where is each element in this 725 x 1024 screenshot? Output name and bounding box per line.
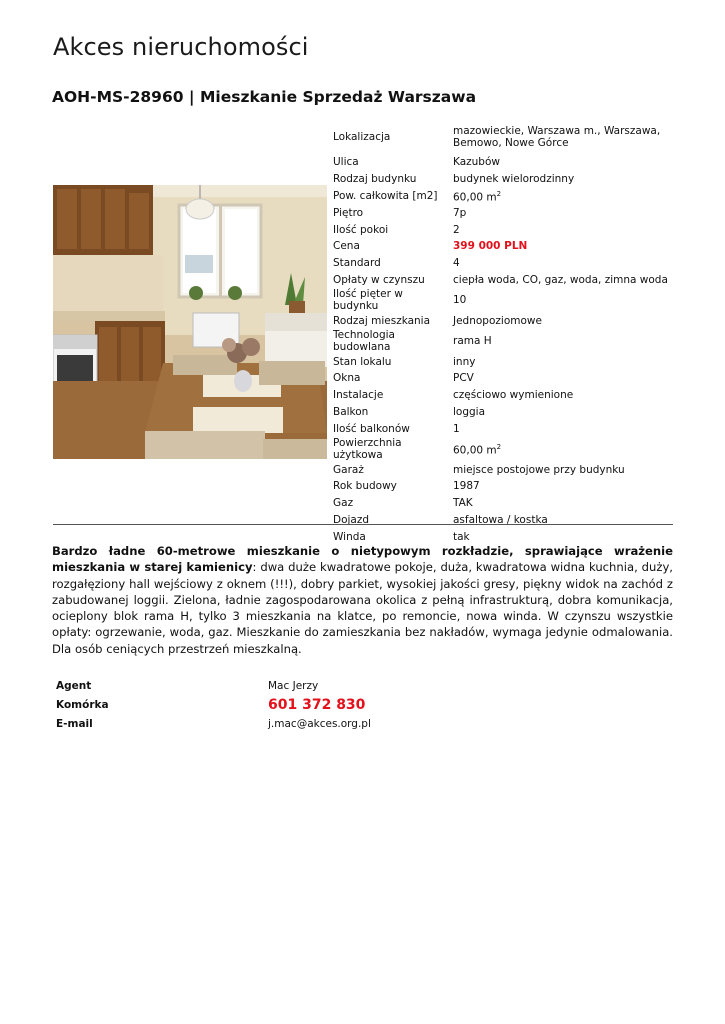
agent-contact [53, 676, 374, 733]
detail-value: asfaltowa / kostka [453, 513, 548, 526]
details-table [330, 120, 673, 545]
area-value: 60,00 m [453, 191, 497, 204]
detail-row [330, 512, 673, 529]
detail-label: Gaz [333, 497, 354, 510]
detail-row [330, 461, 673, 478]
description-lead: Bardzo ładne 60-metrowe mieszkanie o nietypowym rozkładzie, sprawiające wrażenie mieszkania w starej kamienicy [52, 544, 673, 575]
detail-value: ciepła woda, CO, gaz, woda, zimna woda [453, 273, 668, 286]
detail-value: Jednopoziomowe [453, 314, 542, 327]
detail-label: Ilość balkonów [333, 422, 410, 435]
description [52, 543, 673, 657]
detail-value: miejsce postojowe przy budynku [453, 463, 625, 476]
detail-label: Okna [333, 372, 361, 385]
detail-value: 1 [453, 422, 460, 435]
detail-row [330, 204, 673, 221]
detail-label: Rok budowy [333, 480, 397, 493]
detail-value: TAK [453, 497, 473, 510]
detail-value: 1987 [453, 480, 480, 493]
detail-row [330, 312, 673, 329]
agent-name: Mac Jerzy [268, 679, 319, 692]
detail-value: 10 [453, 294, 467, 307]
detail-row [330, 370, 673, 387]
detail-value [450, 188, 673, 205]
email-link[interactable]: j.mac@akces.org.pl [268, 717, 371, 730]
detail-value: budynek wielorodzinny [453, 173, 575, 186]
detail-value: inny [453, 355, 476, 368]
detail-label: Ulica [333, 156, 359, 169]
detail-value: rama H [453, 335, 492, 348]
detail-row [330, 387, 673, 404]
detail-label: Piętro [333, 206, 364, 219]
detail-label: Pow. całkowita [m2] [333, 189, 438, 202]
detail-row [330, 329, 673, 353]
detail-value: Kazubów [453, 156, 500, 169]
section-divider [53, 524, 673, 525]
contact-row [53, 714, 374, 733]
detail-row [330, 188, 673, 205]
detail-label: Ilość pokoi [333, 223, 389, 236]
detail-label: Opłaty w czynszu [333, 273, 425, 286]
contact-row [53, 676, 374, 695]
detail-row [330, 171, 673, 188]
detail-label: Instalacje [333, 389, 384, 402]
area-unit-exponent: 2 [496, 443, 502, 452]
detail-value: 4 [453, 257, 460, 270]
detail-label: Standard [333, 257, 381, 270]
detail-row [330, 272, 673, 289]
detail-value: mazowieckie, Warszawa m., Warszawa, Bemowo, Nowe Górce [453, 125, 661, 149]
detail-row [330, 255, 673, 272]
detail-row [330, 353, 673, 370]
detail-label: Rodzaj mieszkania [333, 314, 431, 327]
mobile-label: Komórka [56, 698, 109, 711]
detail-label: Powierzchnia użytkowa [333, 437, 402, 462]
detail-row [330, 495, 673, 512]
detail-row [330, 120, 673, 154]
listing-title: AOH-MS-28960 | Mieszkanie Sprzedaż Warszawa [52, 88, 477, 106]
detail-row [330, 478, 673, 495]
description-body: : dwa duże kwadratowe pokoje, duża, kwadratowa widna kuchnia, duży, rozgałęziony hall wejściowy z oknem (!!!), dobry parkiet, wysokiej jakości gresy, piękny widok na zachód z zabudowanej loggii. Zielona, ładnie zagospodarowana okolica z pełną infrastrukturą, dobra komunikacja, ocieplony blok rama H, tylko 3 mieszkania na klatce, po remoncie, nowa winda. W czynszu wszystkie opłaty: ogrzewanie, woda, gaz. Mieszkanie do zamieszkania bez nakładów, wymaga jedynie odmalowania. Dla osób ceniących przestrzeń mieszkalną. [52, 560, 673, 656]
detail-row [330, 437, 673, 461]
detail-label: Technologia budowlana [333, 329, 395, 354]
detail-label: Rodzaj budynku [333, 173, 417, 186]
detail-label: Garaż [333, 463, 364, 476]
detail-row [330, 420, 673, 437]
mobile-phone-link[interactable]: 601 372 830 [268, 696, 366, 713]
detail-label: Stan lokalu [333, 355, 392, 368]
agent-label: Agent [56, 679, 92, 692]
detail-label: Cena [333, 240, 360, 253]
price-value: 399 000 PLN [453, 240, 528, 253]
detail-label: Winda [333, 530, 366, 543]
detail-value [450, 437, 673, 461]
detail-row [330, 221, 673, 238]
detail-row [330, 404, 673, 421]
detail-value: loggia [453, 405, 486, 418]
detail-value: PCV [453, 372, 474, 385]
detail-label: Ilość pięter w budynku [333, 288, 403, 313]
brand-title: Akces nieruchomości [53, 33, 309, 61]
detail-label: Balkon [333, 405, 369, 418]
area-unit-exponent: 2 [496, 190, 502, 199]
detail-value: 2 [453, 223, 460, 236]
listing-photo [53, 185, 327, 459]
email-label: E-mail [56, 717, 93, 730]
detail-value: 7p [453, 206, 467, 219]
detail-label: Lokalizacja [333, 131, 391, 143]
area-value: 60,00 m [453, 444, 497, 457]
detail-value: tak [453, 530, 470, 543]
detail-row [330, 154, 673, 171]
detail-row [330, 288, 673, 312]
contact-row [53, 695, 374, 714]
detail-value: częściowo wymienione [453, 389, 574, 402]
detail-label: Dojazd [333, 513, 370, 526]
detail-row [330, 238, 673, 255]
